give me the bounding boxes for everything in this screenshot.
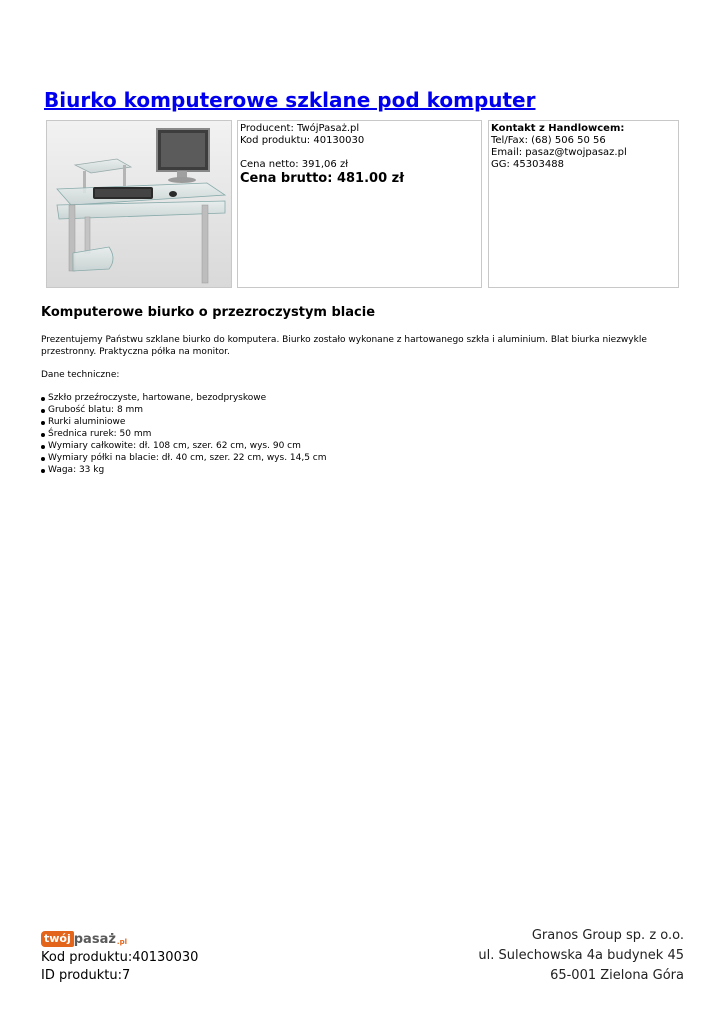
product-image bbox=[47, 121, 231, 287]
contact-email: Email: pasaz@twojpasaz.pl bbox=[491, 147, 627, 158]
company-address bbox=[478, 926, 684, 986]
footer-product-code: Kod produktu:40130030 bbox=[41, 950, 199, 965]
net-price-text: Cena netto: 391,06 zł bbox=[240, 159, 349, 170]
producer-text: Producent: TwójPasaż.pl bbox=[240, 123, 360, 134]
spec-item: Średnica rurek: 50 mm bbox=[41, 428, 661, 440]
contact-heading: Kontakt z Handlowcem: bbox=[491, 123, 625, 134]
spec-label: Dane techniczne: bbox=[41, 370, 120, 380]
twojpasaz-logo bbox=[41, 925, 198, 947]
logo-badge: twój bbox=[41, 931, 74, 947]
contact-box bbox=[488, 120, 679, 288]
logo-main: pasaż bbox=[73, 932, 116, 947]
spec-item: Grubość blatu: 8 mm bbox=[41, 404, 661, 416]
spec-item: Wymiary półki na blacie: dł. 40 cm, szer. 22 cm, wys. 14,5 cm bbox=[41, 452, 661, 464]
product-image-frame bbox=[46, 120, 232, 288]
company-name: Granos Group sp. z o.o. bbox=[531, 928, 684, 943]
company-city: 65-001 Zielona Góra bbox=[550, 968, 684, 983]
description-heading: Komputerowe biurko o przezroczystym blacie bbox=[41, 305, 376, 320]
footer-product-id: ID produktu:7 bbox=[41, 968, 131, 983]
footer-left bbox=[41, 925, 198, 985]
logo-tld: .pl bbox=[116, 938, 127, 946]
spec-item: Rurki aluminiowe bbox=[41, 416, 661, 428]
spec-item: Waga: 33 kg bbox=[41, 464, 661, 476]
contact-gg: GG: 45303488 bbox=[491, 159, 564, 170]
company-street: ul. Sulechowska 4a budynek 45 bbox=[478, 948, 684, 963]
spec-item: Szkło przeźroczyste, hartowane, bezodpryskowe bbox=[41, 392, 661, 404]
product-info-box bbox=[237, 120, 482, 288]
contact-phone: Tel/Fax: (68) 506 50 56 bbox=[491, 135, 606, 146]
spec-item: Wymiary całkowite: dł. 108 cm, szer. 62 cm, wys. 90 cm bbox=[41, 440, 661, 452]
product-title-link[interactable]: Biurko komputerowe szklane pod komputer bbox=[44, 88, 536, 112]
product-code-text: Kod produktu: 40130030 bbox=[240, 135, 365, 146]
description-intro: Prezentujemy Państwu szklane biurko do komputera. Biurko zostało wykonane z hartowanego szkła i aluminium. Blat biurka niezwykle przestronny. Praktyczna półka na monitor. bbox=[41, 335, 647, 357]
gross-price-text: Cena brutto: 481.00 zł bbox=[240, 171, 405, 186]
description-body bbox=[41, 334, 661, 476]
spec-list bbox=[41, 392, 661, 476]
